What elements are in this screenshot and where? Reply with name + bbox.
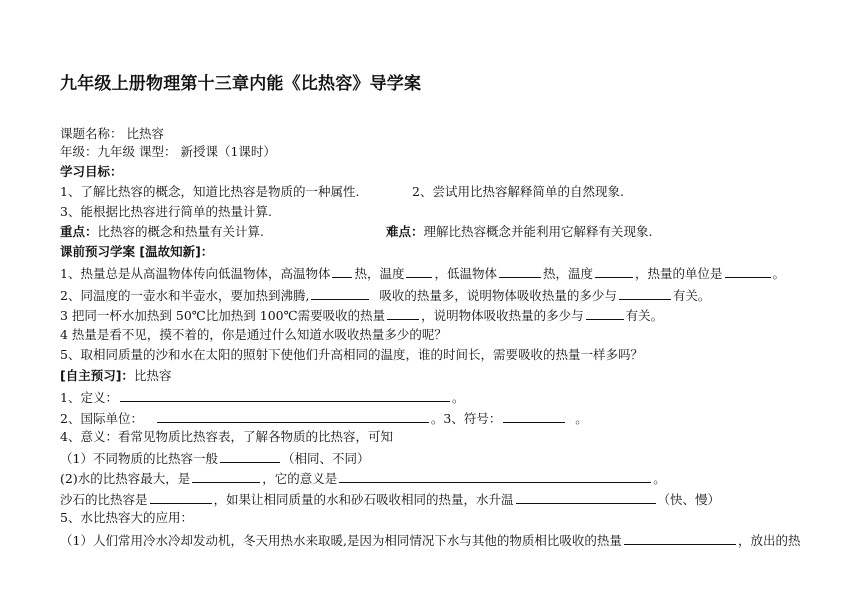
key-point-label: 重点： (60, 224, 98, 239)
answer-blank[interactable] (192, 469, 260, 483)
answer-blank[interactable] (406, 264, 432, 278)
answer-blank[interactable] (120, 388, 450, 402)
difficulty-line (386, 224, 653, 240)
application-item-1: （1）人们常用冷水冷却发动机，冬天用热水来取暖,是因为相同情况下水与其他的物质相比吸收的热量 ，放出的热 (60, 533, 801, 548)
self-preview-label: [自主预习]： (60, 368, 134, 383)
answer-blank[interactable] (624, 531, 736, 545)
grade-info: 年级：九年级 课型： 新授课（1课时） (60, 144, 276, 159)
unit-symbol-line: 2、国际单位： 。3、符号： 。 (60, 411, 588, 426)
answer-blank[interactable] (387, 306, 419, 320)
answer-blank[interactable] (516, 490, 656, 504)
difficulty-text: 理解比热容概念并能利用它解释有关现象. (423, 224, 653, 239)
key-point-text: 比热容的概念和热量有关计算. (97, 224, 264, 239)
question-5: 5、取相同质量的沙和水在太阳的照射下使他们升高相同的温度，谁的时间长，需要吸收的热量一样多吗？ (60, 347, 643, 362)
meaning-item-1: （1）不同物质的比热容一般 （相同、不同） (60, 451, 370, 466)
objectives-label: 学习目标： (60, 164, 123, 179)
grade-line (60, 144, 276, 160)
key-point-line (60, 224, 264, 240)
answer-blank[interactable] (311, 286, 369, 300)
objectives-heading (60, 164, 123, 180)
course-name: 课题名称： 比热容 (60, 126, 164, 141)
answer-blank[interactable] (339, 469, 651, 483)
answer-blank[interactable] (499, 264, 541, 278)
self-preview-heading: [自主预习]：比热容 (60, 368, 172, 383)
question-2: 2、同温度的一壶水和半壶水，要加热到沸腾, 吸收的热量多，说明物体吸收热量的多少与 有关。 (60, 288, 711, 303)
answer-blank[interactable] (725, 264, 771, 278)
answer-blank[interactable] (586, 306, 624, 320)
question-1: 1、热量总是从高温物体传向低温物体，高温物体 热，温度 ，低温物体 热，温度 ，热量的单位是 。 (60, 266, 786, 281)
meaning-line: 4、意义：看常见物质比热容表，了解各物质的比热容，可知 (60, 429, 393, 444)
objective-1: 1、了解比热容的概念，知道比热容是物质的一种属性. (60, 184, 360, 199)
preview-heading (60, 244, 213, 260)
answer-blank[interactable] (503, 409, 565, 423)
answer-blank[interactable] (595, 264, 633, 278)
answer-blank[interactable] (619, 286, 671, 300)
meaning-item-2: (2)水的比热容最大，是 ，它的意义是 。 (60, 471, 666, 486)
question-4: 4 热量是看不见，摸不着的，你是通过什么知道水吸收热量多少的呢？ (60, 327, 447, 342)
objective-3: 3、能根据比热容进行简单的热量计算. (60, 204, 272, 219)
application-heading: 5、水比热容大的应用： (60, 510, 193, 525)
definition-line: 1、定义： 。 (60, 390, 465, 405)
difficulty-label: 难点： (386, 224, 424, 239)
page-title: 九年级上册物理第十三章内能《比热容》导学案 (60, 74, 422, 94)
objectives-line-2 (412, 184, 624, 200)
preview-label: 课前预习学案 [温故知新]： (60, 244, 214, 259)
answer-blank[interactable] (150, 490, 212, 504)
course-name-line (60, 126, 164, 142)
objective-2: 2、尝试用比热容解释简单的自然现象. (412, 184, 624, 199)
objectives-line-3 (60, 204, 272, 220)
question-3: 3 把同一杯水加热到 50℃比加热到 100℃需要吸收的热量 ，说明物体吸收热量的多少与 有关。 (60, 308, 664, 323)
answer-blank[interactable] (157, 409, 429, 423)
answer-blank[interactable] (220, 449, 280, 463)
objectives-line-1 (60, 184, 359, 200)
answer-blank[interactable] (332, 264, 352, 278)
sand-line: 沙石的比热容是 ，如果让相同质量的水和砂石吸收相同的热量，水升温 （快、慢） (60, 492, 721, 507)
